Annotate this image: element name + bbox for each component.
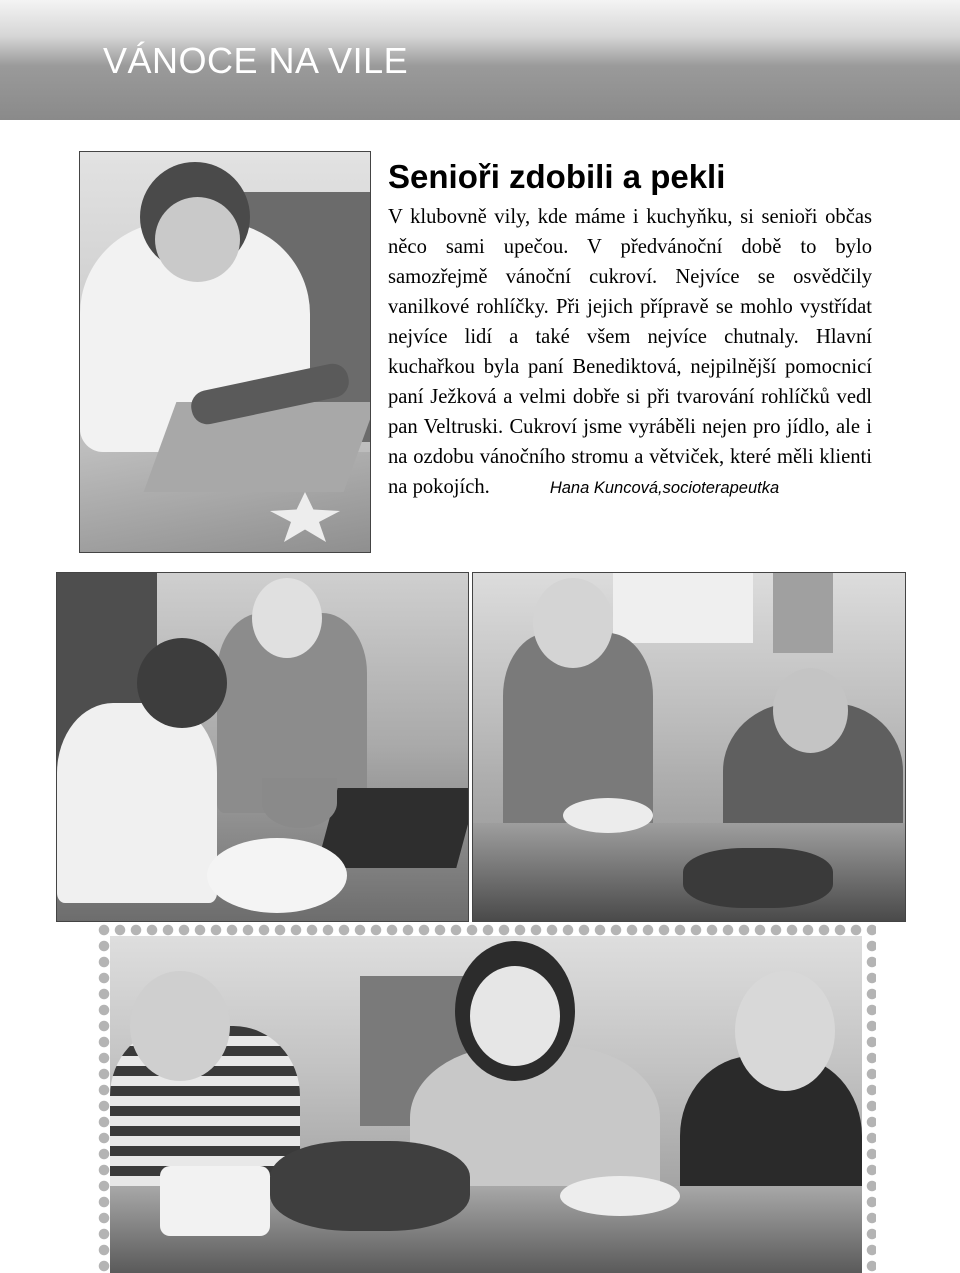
photo-decorating [472, 572, 906, 922]
photo-table-group [110, 936, 862, 1273]
article-body [388, 202, 872, 503]
section-header [0, 0, 960, 120]
article-text: V klubovně vily, kde máme i kuchyňku, si senioři občas něco sami upečou. V předvánoční době to bylo samozřejmě vánoční cukroví. Nejvíce se osvědčily vanilkové rohlíčky. Při jejich přípravě se mohlo vystřídat nejvíce lidí a také všem nejvíce chutnaly. Hlavní kuchařkou byla paní Benediktová, nejpilnější pomocnicí paní Ježková a velmi dobře si při tvarování rohlíčků vedl pan Veltruski. Cukroví jsme vyráběli nejen pro jídlo, ale i na ozdobu vánočního stromu a větviček, které měli klienti na pokojích. [388, 206, 872, 498]
section-title: VÁNOCE NA VILE [103, 40, 409, 81]
article-signature: Hana Kuncová,socioterapeutka [549, 479, 780, 497]
photo-rolling-dough [79, 151, 371, 553]
article-title: Senioři zdobili a pekli [388, 158, 726, 195]
photo-baking-tray [56, 572, 469, 922]
